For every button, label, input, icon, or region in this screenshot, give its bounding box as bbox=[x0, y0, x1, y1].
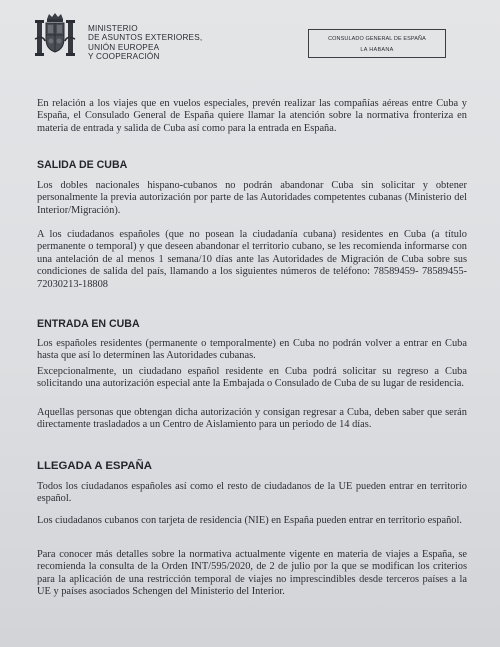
ministry-line: DE ASUNTOS EXTERIORES, bbox=[88, 33, 203, 43]
entrada-paragraph-3: Aquellas personas que obtengan dicha autorización y consigan regresar a Cuba, deben saber que serán directamente trasladados a un Centro de Aislamiento para un periodo de 14 días. bbox=[37, 407, 467, 431]
llegada-paragraph-2: Los ciudadanos cubanos con tarjeta de residencia (NIE) en España pueden entrar en territorio español. bbox=[37, 515, 462, 526]
ministry-line: UNIÓN EUROPEA bbox=[88, 42, 160, 52]
section-title-llegada: LLEGADA A ESPAÑA bbox=[37, 460, 152, 472]
salida-paragraph-2: A los ciudadanos españoles (que no posean la ciudadanía cubana) residentes en Cuba (a título permanente o temporal) y que deseen abandonar el territorio cubano, se les recomienda informarse con una antelación de al menos 1 semana/10 días ante las Autoridades de Migración de Cuba sobre sus condiciones de salida del país, llamando a los siguientes números de teléfono: 78589459- 78589455- 72030213-18808 bbox=[37, 229, 467, 290]
consulate-city: LA HABANA bbox=[360, 47, 394, 53]
llegada-paragraph-1: Todos los ciudadanos españoles así como el resto de ciudadanos de la UE pueden entrar en territorio español. bbox=[37, 481, 467, 505]
intro-paragraph: En relación a los viajes que en vuelos especiales, prevén realizar las compañías aéreas entre Cuba y España, el Consulado General de España quiere llamar la atención sobre la normativa fronteriza en materia de entrada y salida de Cuba así como para la entrada en España. bbox=[37, 98, 467, 134]
ministry-name bbox=[88, 24, 202, 62]
salida-paragraph-1: Los dobles nacionales hispano-cubanos no podrán abandonar Cuba sin solicitar y obtener personalmente la previa autorización por parte de las Autoridades competentes cubanas (Ministerio del Interior/Migración). bbox=[37, 180, 467, 216]
coat-of-arms-icon bbox=[33, 11, 77, 61]
consulate-box bbox=[308, 29, 446, 58]
section-title-salida: SALIDA DE CUBA bbox=[37, 159, 128, 171]
consulate-name: CONSULADO GENERAL DE ESPAÑA bbox=[328, 36, 426, 42]
entrada-paragraph-2: Excepcionalmente, un ciudadano español residente en Cuba podrá solicitar su regreso a Cuba solicitando una autorización especial ante la Embajada o Consulado de Cuba de su lugar de residencia. bbox=[37, 366, 467, 390]
ministry-line: MINISTERIO bbox=[88, 24, 138, 33]
section-title-entrada: ENTRADA EN CUBA bbox=[37, 318, 140, 330]
ministry-line: Y COOPERACIÓN bbox=[88, 52, 160, 62]
llegada-paragraph-3: Para conocer más detalles sobre la normativa actualmente vigente en materia de viajes a España, se recomienda la consulta de la Orden INT/595/2020, de 2 de julio por la que se modifican los criterios para la aplicación de una restricción temporal de viajes no imprescindibles desde terceros países a la UE y países asociados Schengen del Ministerio del Interior. bbox=[37, 549, 467, 598]
entrada-paragraph-1: Los españoles residentes (permanente o temporalmente) en Cuba no podrán volver a entrar en Cuba hasta que así lo determinen las Autoridades cubanas. bbox=[37, 338, 467, 362]
